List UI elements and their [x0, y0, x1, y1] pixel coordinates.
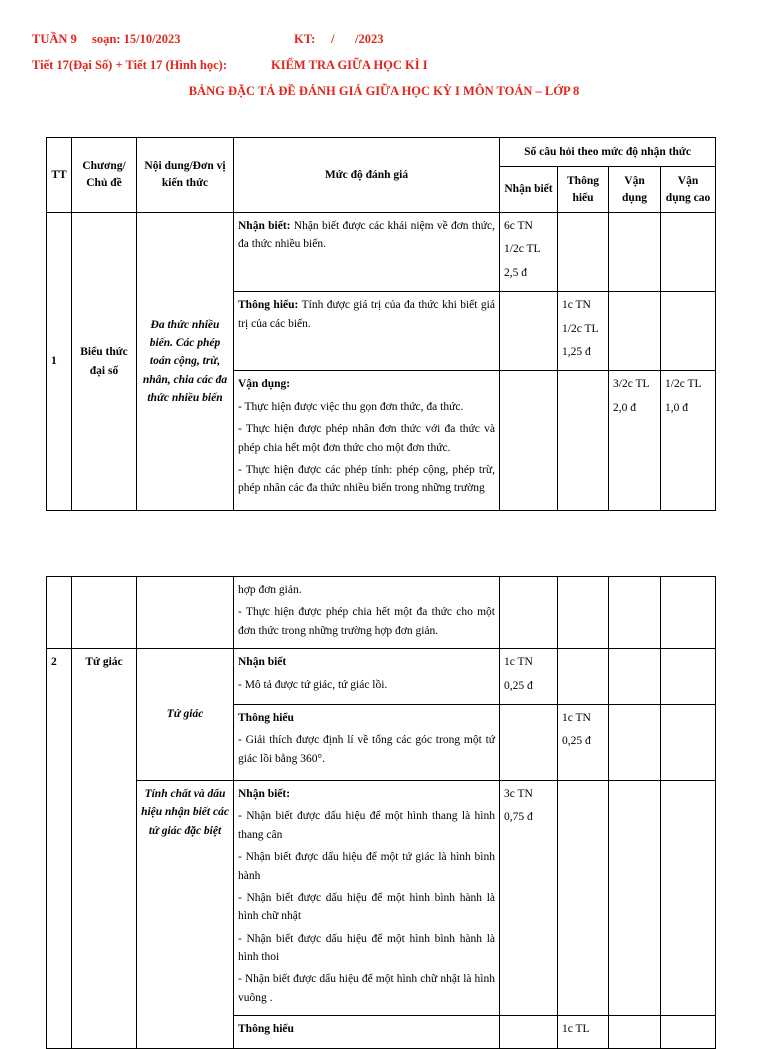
- col-vd-header: Vận dụng: [609, 167, 661, 213]
- s2-r3-line1: - Nhận biết được dấu hiệu để một hình thang là hình thang cân: [238, 810, 495, 841]
- s2-unit2: Tính chất và dấu hiệu nhận biết các tứ giác đặc biệt: [137, 780, 234, 1048]
- s2-r1-line1: - Mô tả được tứ giác, tứ giác lồi.: [238, 678, 388, 691]
- s2-r3-nb: [500, 780, 558, 1015]
- s1-r2-th3: 1,25 đ: [562, 345, 591, 358]
- cont-line1: hợp đơn giản.: [238, 584, 302, 596]
- s1-r2-nb: [500, 292, 558, 371]
- col-level-header: Mức độ đánh giá: [234, 138, 500, 213]
- s1-r1-nb3: 2,5 đ: [504, 266, 527, 279]
- s2-r4-desc: [234, 1016, 500, 1048]
- spec-table-part1: [46, 137, 716, 511]
- periods-label: Tiết 17(Đại Số) + Tiết 17 (Hình học):: [32, 58, 227, 72]
- s2-r4-label: Thông hiểu: [238, 1023, 294, 1036]
- cont-unit: [137, 577, 234, 649]
- s2-tt: 2: [47, 649, 72, 1048]
- s1-r1-th: [558, 213, 609, 292]
- main-title: BẢNG ĐẶC TẢ ĐỀ ĐÁNH GIÁ GIỮA HỌC KỲ I MÔN TOÁN – LỚP 8: [188, 84, 580, 98]
- s1-r3-line2: - Thực hiện được phép nhân đơn thức với đa thức và phép chia hết một đơn thức cho một đơn thức.: [238, 423, 495, 454]
- s2-r2-vd: [609, 704, 661, 780]
- s1-r2-vdc: [661, 292, 716, 371]
- s2-r2-nb: [500, 704, 558, 780]
- s2-r1-nb: [500, 649, 558, 705]
- s2-r1-th: [558, 649, 609, 705]
- col-tt-header: TT: [47, 138, 72, 213]
- s2-r3-desc: [234, 780, 500, 1015]
- s1-r3-vdc2: 1,0 đ: [665, 401, 688, 414]
- s2-r3-th: [558, 780, 609, 1015]
- s1-r1-text: Nhận biết được các khái niệm về đơn thức, đa thức nhiều biến.: [238, 220, 495, 251]
- col-vdc-header: Vận dụng cao: [661, 167, 716, 213]
- col-chapter-header: Chương/ Chủ đề: [72, 138, 137, 213]
- cont-th: [558, 577, 609, 649]
- s2-r2-desc: [234, 704, 500, 780]
- s2-r3-nb2: 0,75 đ: [504, 811, 533, 824]
- s2-unit1: Tứ giác: [137, 649, 234, 781]
- s1-r3-vd1: 3/2c TL: [613, 378, 650, 391]
- cont-line2: - Thực hiện được phép chia hết một đa thức cho một đơn thức trong những trường hợp đơn giản.: [238, 606, 495, 637]
- kt-year: /2023: [355, 32, 384, 46]
- s1-unit: Đa thức nhiều biến. Các phép toán cộng, trừ, nhân, chia các đa thức nhiều biến: [137, 213, 234, 511]
- col-th-header: Thông hiểu: [558, 167, 609, 213]
- s1-chapter: Biểu thức đại số: [72, 213, 137, 511]
- s1-r2-th: [558, 292, 609, 371]
- s1-r2-vd: [609, 292, 661, 371]
- week-label: TUẦN 9: [32, 32, 77, 46]
- s2-r3-nb1: 3c TN: [504, 787, 533, 800]
- s1-r2-label: Thông hiểu:: [238, 299, 299, 312]
- s1-r2-th1: 1c TN: [562, 299, 591, 312]
- s2-r4-vd: [609, 1016, 661, 1048]
- s2-r3-line5: - Nhận biết được dấu hiệu để một hình chữ nhật là hình vuông .: [238, 973, 495, 1004]
- cont-chapter: [72, 577, 137, 649]
- s2-r4-nb: [500, 1016, 558, 1048]
- cont-vdc: [661, 577, 716, 649]
- s1-r2-th2: 1/2c TL: [562, 322, 599, 335]
- s2-r1-label: Nhận biết: [238, 656, 287, 669]
- s2-r4-th1: 1c TL: [562, 1023, 590, 1036]
- s1-r1-nb1: 6c TN: [504, 220, 533, 232]
- cont-tt: [47, 577, 72, 649]
- s1-r3-line3: - Thực hiện được các phép tính: phép cộng, phép trừ, phép nhân các đa thức nhiều biến trong những trường: [238, 463, 495, 495]
- s2-r4-vdc: [661, 1016, 716, 1048]
- s2-r1-desc: [234, 649, 500, 705]
- cont-vd: [609, 577, 661, 649]
- s2-r1-vdc: [661, 649, 716, 705]
- s1-r1-nb: [500, 213, 558, 292]
- s1-r2-desc: [234, 292, 500, 371]
- s2-r2-label: Thông hiểu: [238, 711, 294, 724]
- s2-r3-line2: - Nhận biết được dấu hiệu để một tứ giác là hình bình hành: [238, 851, 495, 882]
- s1-r3-vdc: [661, 371, 716, 511]
- s2-r1-nb1: 1c TN: [504, 656, 533, 669]
- kt-slash: /: [331, 32, 335, 46]
- s1-r3-desc: [234, 371, 500, 511]
- s2-r3-label: Nhận biết:: [238, 787, 291, 800]
- s2-r2-th2: 0,25 đ: [562, 735, 591, 748]
- kt-label: KT:: [294, 32, 316, 46]
- s1-r3-line1: - Thực hiện được việc thu gọn đơn thức, đa thức.: [238, 400, 464, 413]
- spec-table-part2: [46, 576, 716, 1049]
- col-nb-header: Nhận biết: [500, 167, 558, 213]
- col-content-header: Nội dung/Đơn vị kiến thức: [137, 138, 234, 213]
- s1-r1-vdc: [661, 213, 716, 292]
- s2-r2-th1: 1c TN: [562, 711, 591, 724]
- s2-r2-line1: - Giải thích được định lí về tổng các góc trong một tứ giác lồi bằng 360°.: [238, 734, 495, 765]
- prepared-date: soạn: 15/10/2023: [92, 32, 181, 46]
- s2-r3-vd: [609, 780, 661, 1015]
- s1-r1-label: Nhận biết:: [238, 220, 291, 232]
- s1-r1-nb2: 1/2c TL: [504, 243, 541, 256]
- s2-r1-vd: [609, 649, 661, 705]
- s2-r3-line4: - Nhận biết được dấu hiệu để một hình bình hành là hình thoi: [238, 932, 495, 964]
- s2-r2-th: [558, 704, 609, 780]
- s1-r3-nb: [500, 371, 558, 511]
- col-count-group-header: Số câu hỏi theo mức độ nhận thức: [500, 138, 716, 167]
- s2-r3-vdc: [661, 780, 716, 1015]
- s2-r1-nb2: 0,25 đ: [504, 679, 533, 692]
- s1-r3-vd2: 2,0 đ: [613, 401, 636, 414]
- s1-tt: 1: [47, 213, 72, 511]
- s1-r3-vd: [609, 371, 661, 511]
- s2-chapter: Tứ giác: [72, 649, 137, 1048]
- s2-r3-line3: - Nhận biết được dấu hiệu để một hình bình hành là hình chữ nhật: [238, 891, 495, 923]
- cont-desc: [234, 577, 500, 649]
- s1-r1-vd: [609, 213, 661, 292]
- cont-nb: [500, 577, 558, 649]
- s1-r3-label: Vận dụng:: [238, 378, 291, 391]
- s1-r2-text: Tính được giá trị của đa thức khi biết giá trị của các biến.: [238, 299, 495, 330]
- s1-r3-vdc1: 1/2c TL: [665, 378, 702, 391]
- s2-r2-vdc: [661, 704, 716, 780]
- s2-r4-th: [558, 1016, 609, 1048]
- exam-title: KIỂM TRA GIỮA HỌC KÌ I: [271, 58, 428, 72]
- s1-r1-desc: [234, 213, 500, 292]
- s1-r3-th: [558, 371, 609, 511]
